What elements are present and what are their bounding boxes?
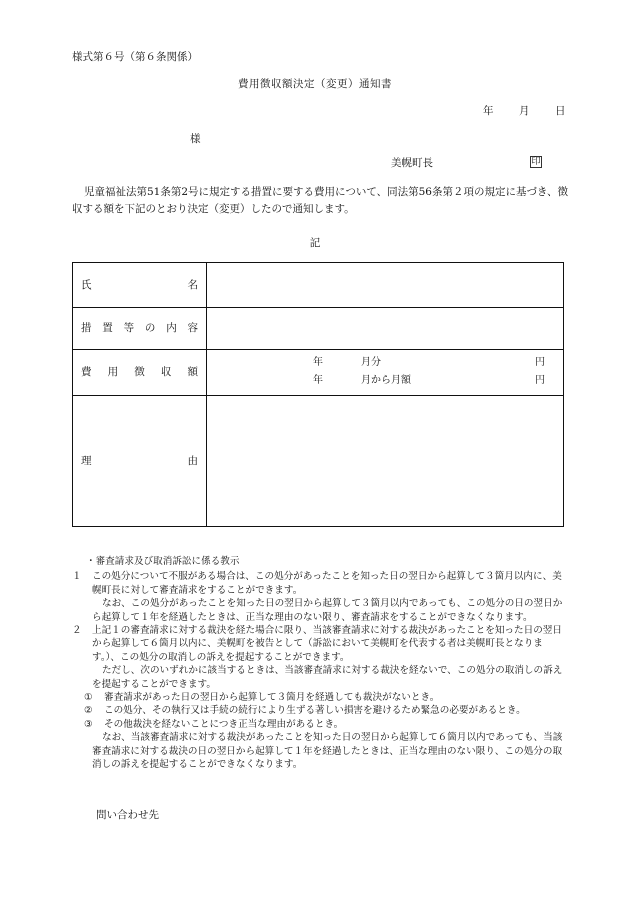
- label-char: 氏: [81, 279, 92, 291]
- fee-line1-year: 年: [313, 357, 323, 368]
- notice-heading: ・審査請求及び取消訴訟に係る教示: [86, 556, 240, 567]
- reason-row: [73, 396, 563, 526]
- date-year-label: 年: [483, 105, 494, 117]
- measure-label-cell: [73, 308, 207, 349]
- fee-line1-unit: 円: [535, 357, 545, 368]
- sub-item-3: [72, 718, 570, 731]
- notice-item-2-para: ただし、次のいずれかに該当するときは、当該審査請求に対する裁決を経ないで、この処分の取消しの訴えを提起することができます。: [92, 665, 563, 690]
- notice-item-1: [72, 570, 570, 597]
- label-char: 額: [187, 366, 198, 378]
- issuer-name: 美幌町長: [391, 157, 433, 169]
- label-char: 徴: [134, 366, 145, 378]
- sub-mark: ①: [84, 692, 93, 704]
- measure-row: [73, 308, 563, 350]
- fee-label: [81, 365, 198, 381]
- name-label-cell: [73, 263, 207, 307]
- measure-label: [81, 321, 198, 337]
- sub-text: その他裁決を経ないことにつき正当な理由があるとき。: [104, 718, 344, 730]
- label-char: 置: [102, 322, 113, 334]
- details-table: [72, 262, 564, 527]
- fee-label-cell: [73, 350, 207, 395]
- fee-line1-text: 月分: [361, 357, 381, 368]
- label-char: 内: [166, 322, 177, 334]
- ki-heading: 記: [309, 237, 321, 249]
- form-number: 様式第６号（第６条関係）: [72, 51, 198, 63]
- notice-item-1-para: なお、この処分があったことを知った日の翌日から起算して３箇月以内であっても、この処分の日の翌日から起算して１年を経過したときは、正当な理由のない限り、審査請求をすることができなくなります。: [92, 598, 563, 623]
- sub-text: この処分、その執行又は手続の続行により生ずる著しい損害を避けるため緊急の必要があるとき。: [104, 705, 526, 717]
- label-char: 名: [187, 279, 198, 291]
- seal-mark: 印: [531, 157, 541, 167]
- appeal-notice: [72, 555, 570, 772]
- sub-text: 審査請求があった日の翌日から起算して３箇月を経過しても裁決がないとき。: [104, 692, 440, 704]
- sub-item-1: [72, 691, 570, 704]
- label-char: 由: [187, 455, 198, 467]
- label-char: 費: [81, 366, 92, 378]
- item-text: 上記１の審査請求に対する裁決を経た場合に限り、当該審査請求に対する裁決があったことを知った日の翌日から起算して６箇月以内に、美幌町を被告として（訴訟において美幌町を代表する者は美幌町長となります。）、この処分の取消しの訴えを提起することができます。: [92, 625, 562, 663]
- sub-item-2: [72, 704, 570, 717]
- label-char: 容: [187, 322, 198, 334]
- label-char: 理: [81, 455, 92, 467]
- item-number: １: [72, 571, 82, 583]
- document-title: 費用徴収額決定（変更）通知書: [238, 78, 392, 90]
- inquiry-label: 問い合わせ先: [96, 809, 159, 821]
- reason-label-cell: [73, 396, 207, 526]
- item-text: この処分について不服がある場合は、この処分があったことを知った日の翌日から起算して３箇月以内に、美幌町長に対して審査請求をすることができます。: [92, 571, 562, 596]
- label-char: 措: [81, 322, 92, 334]
- sub-mark: ③: [84, 718, 93, 730]
- label-char: 等: [123, 322, 135, 334]
- reason-label: [81, 454, 198, 470]
- name-row: [73, 263, 563, 308]
- intro-paragraph: 児童福祉法第51条第2号に規定する措置に要する費用について、同法第56条第２項の規定に基づき、徴収する額を下記のとおり決定（変更）したので通知します。: [72, 186, 569, 215]
- sub-mark: ②: [84, 705, 93, 717]
- notice-item-2-para-final: なお、当該審査請求に対する裁決があったことを知った日の翌日から起算して６箇月以内であっても、当該審査請求に対する裁決の日の翌日から起算して１年を経過したときは、正当な理由のない限り、この処分の取消しの訴えを提起することができなくなります。: [92, 732, 563, 771]
- notice-item-2: [72, 624, 570, 664]
- fee-line2-text: 月から月額: [361, 375, 411, 386]
- name-label: [81, 278, 198, 294]
- label-char: の: [144, 322, 156, 334]
- date-month-label: 月: [519, 105, 530, 117]
- fee-line2-unit: 円: [535, 375, 545, 386]
- date-day-label: 日: [555, 105, 566, 117]
- item-number: ２: [72, 625, 82, 637]
- label-char: 収: [160, 366, 172, 378]
- label-char: 用: [107, 366, 119, 378]
- addressee-suffix: 様: [190, 133, 201, 145]
- fee-line2-year: 年: [313, 375, 323, 386]
- fee-row: [73, 350, 563, 396]
